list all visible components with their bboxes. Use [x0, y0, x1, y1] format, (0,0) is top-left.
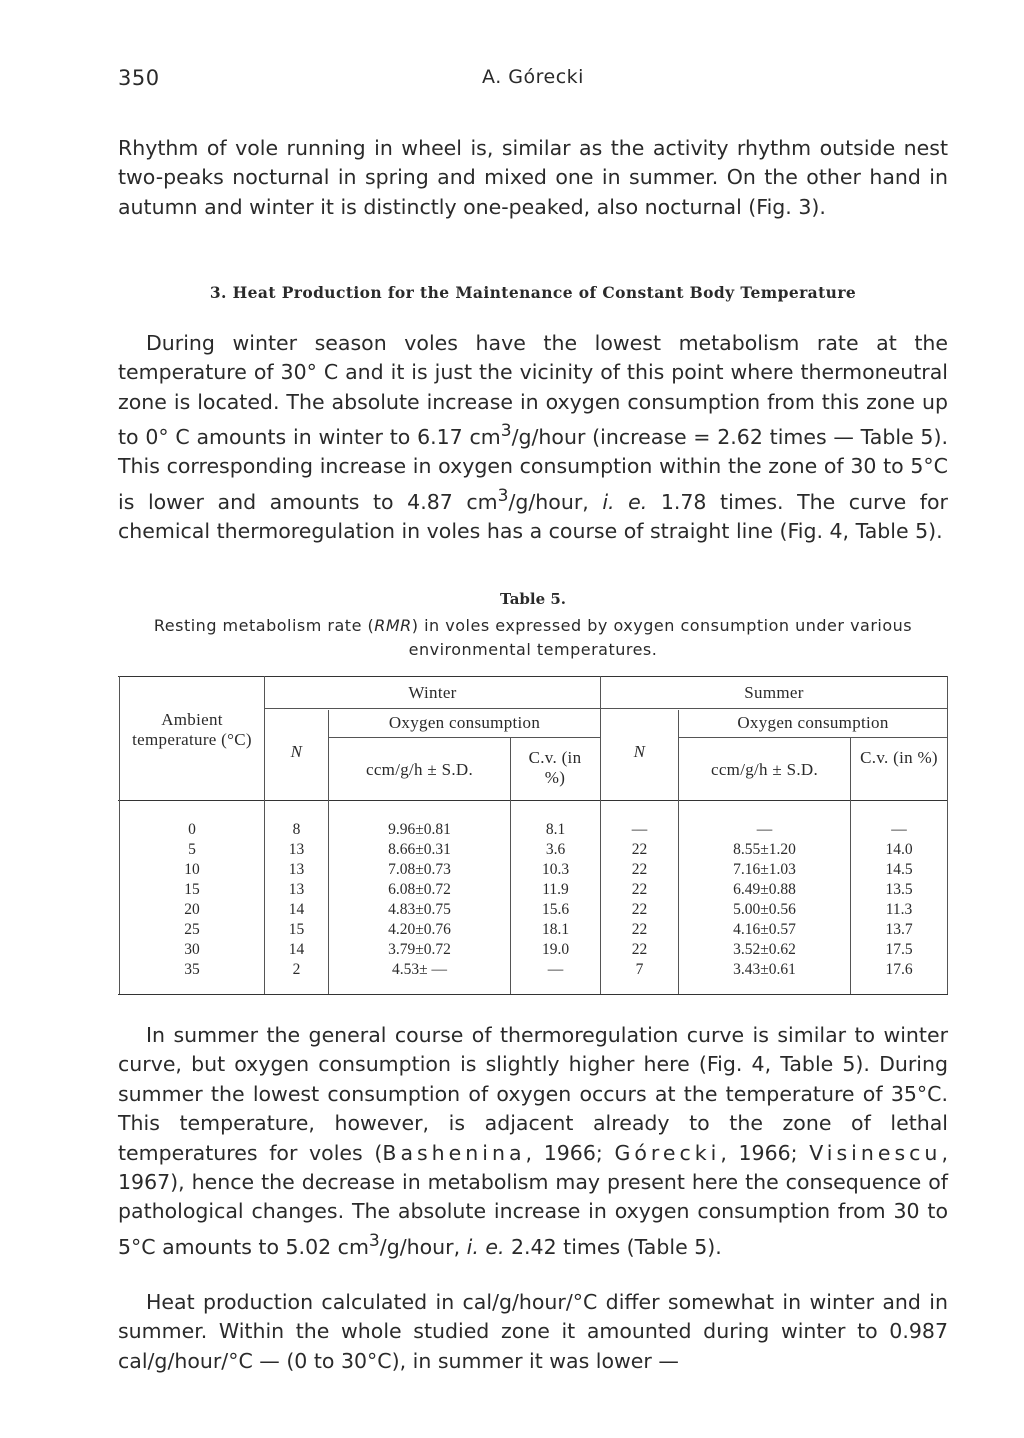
- season-rule: [264, 708, 948, 709]
- table-cell-summer-cv: 17.5: [885, 941, 913, 958]
- header-summer-cv: C.v. (in %): [860, 748, 938, 767]
- table-top-rule: [118, 676, 948, 677]
- table-cell-winter-cv: —: [547, 961, 564, 978]
- header-winter-oxygen: Oxygen consumption: [388, 713, 541, 732]
- header-summer-n: N: [633, 742, 646, 761]
- table-cell-summer-cv: 13.7: [885, 921, 913, 938]
- table-cell-summer-ccm: 5.00±0.56: [733, 901, 796, 918]
- header-summer-ccm: ccm/g/h ± S.D.: [710, 760, 819, 779]
- header-winter-cv: C.v. (in %): [528, 748, 582, 787]
- table-cell-summer-n: —: [631, 821, 648, 838]
- table-cell-summer-cv: 17.6: [885, 961, 913, 978]
- table-cell-summer-ccm: 8.55±1.20: [733, 841, 796, 858]
- table-cell-ambient: 5: [188, 841, 196, 858]
- table-cell-summer-n: 22: [631, 861, 648, 878]
- table-cell-winter-ccm: 9.96±0.81: [388, 821, 451, 838]
- header-winter-n: N: [290, 742, 303, 761]
- table-cell-summer-cv: 14.5: [885, 861, 913, 878]
- table-cell-winter-ccm: 7.08±0.73: [388, 861, 451, 878]
- table-cell-summer-cv: —: [891, 821, 907, 838]
- table-cell-ambient: 20: [184, 901, 200, 918]
- table-cell-summer-ccm: —: [756, 821, 773, 838]
- table-cell-winter-ccm: 4.20±0.76: [388, 921, 451, 938]
- table-cell-winter-ccm: 8.66±0.31: [388, 841, 451, 858]
- table-cell-winter-ccm: 4.53± —: [391, 961, 447, 978]
- data-table: [118, 676, 950, 996]
- table-cell-summer-n: 22: [631, 881, 648, 898]
- table-cell-winter-n: 2: [292, 961, 301, 978]
- summer-oxygen-rule: [678, 737, 948, 738]
- winter-oxygen-rule: [328, 737, 600, 738]
- header-summer-oxygen: Oxygen consumption: [737, 713, 889, 732]
- table-cell-summer-ccm: 6.49±0.88: [733, 881, 796, 898]
- table-cell-winter-cv: 8.1: [545, 821, 566, 838]
- table-cell-summer-ccm: 3.43±0.61: [733, 961, 796, 978]
- table-cell-summer-cv: 14.0: [885, 841, 913, 858]
- table-title: Table 5.: [499, 590, 567, 608]
- rule-right: [947, 676, 948, 994]
- table-cell-ambient: 10: [184, 861, 200, 878]
- table-cell-summer-n: 22: [631, 841, 648, 858]
- header-winter: Winter: [408, 683, 457, 702]
- table-cell-winter-n: 13: [288, 861, 305, 878]
- running-head: A. Górecki: [482, 66, 584, 88]
- table-cell-winter-cv: 10.3: [541, 861, 570, 878]
- table-cell-winter-cv: 11.9: [542, 881, 569, 898]
- paragraph-summer-thermoregulation: In summer the general course of thermoregulation curve is similar to winter curve, but oxygen consumption is slightly higher here (Fig. 4, Table 5). During summer the lowest consumption of oxygen occurs at the temperature of 35°C. This temperature, however, is adjacent already to the zone of lethal temperatures for voles (Bashenina, 1966; Górecki, 1966; Visinescu, 1967), hence the decrease in metabolism may present here the consequence of pathological changes. The absolute increase in oxygen consumption from 30 to 5°C amounts to 5.02 $cm^3/g$/hour, i. e. 2.42 times (Table 5).: [118, 1023, 948, 1259]
- table-cell-summer-ccm: 7.16±1.03: [733, 861, 796, 878]
- page-header: [118, 66, 948, 98]
- page-number: 350: [118, 66, 160, 90]
- table-cell-ambient: 15: [184, 881, 200, 898]
- table-caption: Resting metabolism rate (RMR) in voles expressed by oxygen consumption under various environmental temperatures.: [153, 616, 913, 659]
- header-summer: Summer: [744, 683, 804, 702]
- table-cell-ambient: 35: [184, 961, 200, 978]
- table-cell-winter-n: 14: [288, 941, 305, 958]
- table-cell-winter-n: 15: [288, 921, 305, 938]
- table-cell-winter-ccm: 3.79±0.72: [388, 941, 451, 958]
- table-cell-winter-ccm: 4.83±0.75: [388, 901, 451, 918]
- table-cell-summer-ccm: 3.52±0.62: [733, 941, 796, 958]
- table-cell-winter-cv: 18.1: [541, 921, 570, 938]
- table-cell-winter-cv: 3.6: [545, 841, 566, 858]
- table-cell-summer-n: 22: [631, 921, 648, 938]
- paragraph-heat-production: Heat production calculated in cal/g/hour/°C differ somewhat in winter and in summer. Within the whole studied zone it amounted during winter to 0.987 cal/g/hour/°C — (0 to 30°C), in summer it was lower —: [118, 1290, 948, 1373]
- table-bottom-rule: [118, 994, 948, 995]
- table-cell-ambient: 25: [184, 921, 200, 938]
- table-cell-ambient: 30: [184, 941, 200, 958]
- table-cell-winter-ccm: 6.08±0.72: [388, 881, 451, 898]
- table-cell-winter-cv: 15.6: [541, 901, 570, 918]
- table-cell-summer-n: 7: [635, 961, 644, 978]
- table-cell-summer-cv: 11.3: [885, 901, 913, 918]
- table-cell-winter-n: 13: [288, 841, 305, 858]
- header-bottom-rule: [118, 800, 948, 801]
- table-cell-winter-n: 13: [288, 881, 305, 898]
- table-cell-summer-cv: 13.5: [885, 881, 913, 898]
- table-cell-winter-n: 8: [292, 821, 301, 838]
- table-cell-summer-ccm: 4.16±0.57: [733, 921, 796, 938]
- table-cell-summer-n: 22: [631, 901, 648, 918]
- header-ambient-temperature: Ambient temperature (°C): [132, 710, 252, 749]
- header-winter-ccm: ccm/g/h ± S.D.: [365, 760, 474, 779]
- paragraph-winter-metabolism: During winter season voles have the lowest metabolism rate at the temperature of 30° C and it is just the vicinity of this point where thermoneutral zone is located. The absolute increase in oxygen consumption from this zone up to 0° C amounts in winter to 6.17 $cm^3/g$/hour (increase = 2.62 times — Table 5). This corresponding increase in oxygen consumption within the zone of 30 to 5°C is lower and amounts to 4.87 $cm^3/g$/hour, i. e. 1.78 times. The curve for chemical thermoregulation in voles has a course of straight line (Fig. 4, Table 5).: [118, 331, 948, 544]
- table-cell-winter-cv: 19.0: [541, 941, 570, 958]
- section-heading: 3. Heat Production for the Maintenance of Constant Body Temperature: [209, 283, 857, 302]
- table-cell-winter-n: 14: [288, 901, 305, 918]
- paragraph-rhythm: Rhythm of vole running in wheel is, similar as the activity rhythm outside nest two-peaks nocturnal in spring and mixed one in summer. On the other hand in autumn and winter it is distinctly one-peaked, also nocturnal (Fig. 3).: [118, 136, 948, 219]
- table-cell-summer-n: 22: [631, 941, 648, 958]
- table-cell-ambient: 0: [188, 821, 196, 838]
